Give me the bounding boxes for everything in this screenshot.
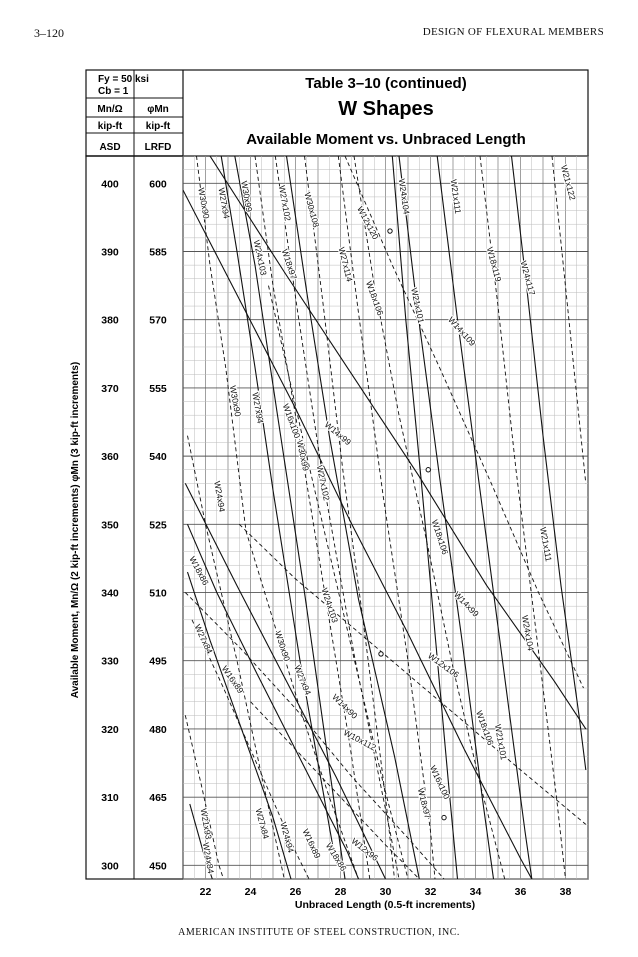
series-label: W30x90 (196, 186, 212, 220)
series-label: W16x89 (300, 827, 323, 860)
series-label: W10x112 (341, 727, 378, 753)
chart-frame (86, 156, 588, 879)
page-number: 3–120 (34, 26, 64, 40)
series-line-w16x100 (269, 286, 409, 879)
x-tick-label: 22 (199, 886, 212, 898)
lrfd-tick-label: 555 (149, 382, 167, 395)
series-label: W27x94 (216, 186, 232, 220)
series-line-w24x104 (392, 156, 457, 879)
series-label: W14x99 (452, 589, 481, 619)
series-label: W21x93 (198, 807, 214, 841)
lrfd-tick-label: 480 (149, 723, 167, 736)
series-label: W27x94 (292, 663, 314, 697)
series-label: W30x108 (302, 191, 322, 229)
page-footer: AMERICAN INSTITUTE OF STEEL CONSTRUCTION, INC. (178, 927, 460, 938)
lrfd-label: LRFD (144, 142, 172, 153)
series-label: W18x106 (363, 279, 386, 317)
asd-tick-label: 360 (101, 451, 119, 464)
series-label: W18x106 (474, 709, 496, 747)
y-axis-label: Available Moment, Mn/Ω (2 kip-ft increments) φMn (3 kip-ft increments) (70, 361, 81, 699)
units-asd: kip-ft (97, 121, 123, 132)
lrfd-tick-label: 525 (149, 519, 167, 532)
series-label: W24x104 (519, 614, 536, 652)
lrfd-tick-label: 510 (149, 587, 167, 600)
series-label: W30x90 (227, 384, 244, 418)
x-tick-label: 32 (424, 886, 437, 898)
series-label: W30x99 (239, 180, 255, 213)
asd-tick-label: 320 (101, 723, 119, 736)
curve-marker (388, 229, 392, 233)
curve-marker (442, 815, 446, 819)
lrfd-tick-label: 570 (149, 314, 167, 327)
asd-tick-label: 340 (101, 587, 119, 600)
x-tick-label: 34 (469, 886, 482, 898)
x-tick-label: 28 (334, 886, 347, 898)
series-label: W18x86 (323, 841, 349, 873)
lrfd-tick-label: 600 (149, 178, 167, 191)
series-line-w21x111 (437, 156, 532, 879)
table-title-line3: Available Moment vs. Unbraced Length (246, 131, 526, 148)
series-label: W18x119 (484, 245, 504, 283)
series-label: W27x114 (336, 246, 355, 283)
series-label: W21x111 (448, 178, 464, 215)
asd-tick-label: 390 (101, 246, 119, 259)
series-line-w21x101 (396, 156, 494, 879)
lrfd-tick-label: 540 (149, 451, 167, 464)
series-label: W21x101 (409, 286, 427, 325)
series-label: W21x122 (558, 163, 578, 202)
asd-tick-label: 330 (101, 655, 119, 668)
series-label: W24x94 (212, 480, 228, 513)
series-label: W18x86 (187, 554, 211, 587)
table-title-line1: Table 3–10 (continued) (305, 75, 467, 92)
series-label: W14x109 (446, 314, 478, 348)
curve-marker (379, 652, 383, 656)
series-line-w24x103 (255, 156, 370, 879)
series-label: W27x102 (314, 464, 332, 502)
series-label: W14x90 (330, 691, 360, 721)
asd-symbol: Mn/Ω (97, 104, 123, 115)
units-lrfd: kip-ft (145, 121, 171, 132)
series-label: W27x84 (253, 807, 272, 840)
asd-tick-label: 310 (101, 792, 119, 805)
x-tick-label: 30 (379, 886, 392, 898)
fy-label: Fy = 50 ksi (98, 74, 149, 85)
series-label: W27x94 (250, 391, 266, 425)
series-labels (187, 164, 578, 875)
series-line-w14x90 (185, 483, 385, 879)
asd-tick-label: 380 (101, 314, 119, 327)
series-label: W12x120 (355, 204, 381, 241)
lrfd-tick-label: 585 (149, 246, 167, 259)
lrfd-tick-label: 465 (149, 792, 167, 805)
series-label: W24x103 (251, 239, 269, 277)
series-label: W18x106 (429, 518, 451, 556)
series-label: W21x111 (538, 526, 554, 563)
asd-tick-label: 300 (101, 860, 119, 873)
series-label: W24x94 (278, 820, 297, 854)
series-label: W18x97 (415, 786, 434, 820)
x-tick-label: 38 (559, 886, 572, 898)
series-label: W12x96 (349, 835, 381, 863)
series-label: W16x89 (219, 663, 246, 696)
x-axis-label: Unbraced Length (0.5-ft increments) (294, 899, 476, 911)
x-tick-label: 24 (244, 886, 257, 898)
series-line-w27x94 (221, 156, 334, 852)
series-line-w27x114 (338, 156, 435, 879)
series-label: W24x103 (319, 586, 341, 624)
lrfd-tick-label: 495 (149, 655, 167, 668)
asd-tick-label: 400 (101, 178, 119, 191)
x-tick-label: 36 (514, 886, 527, 898)
series-label: W16x100 (280, 402, 303, 440)
curve-marker (426, 468, 430, 472)
running-head: DESIGN OF FLEXURAL MEMBERS (422, 26, 604, 38)
series-label: W24x84 (200, 841, 217, 875)
series-label: W14x99 (322, 419, 354, 448)
series-label: W30x90 (273, 629, 293, 663)
table-title-line2: W Shapes (338, 98, 434, 120)
series-label: W21x101 (492, 723, 509, 761)
asd-label: ASD (99, 142, 121, 153)
asd-tick-label: 350 (101, 519, 119, 532)
series-label: W16x100 (427, 763, 453, 801)
series-label: W24x104 (396, 178, 412, 215)
series-label: W18x97 (279, 247, 299, 281)
series-label: W12x106 (426, 650, 462, 680)
series-line-w24x117 (512, 156, 586, 770)
lrfd-tick-label: 450 (149, 860, 167, 873)
lrfd-symbol: φMn (147, 104, 169, 115)
x-tick-label: 26 (289, 886, 302, 898)
asd-tick-label: 370 (101, 382, 119, 395)
series-label: W27x84 (192, 622, 215, 656)
table-header (86, 70, 588, 879)
cb-label: Cb = 1 (98, 86, 129, 97)
series-label: W27x102 (276, 184, 293, 222)
series-label: W30x99 (294, 439, 312, 472)
series-label: W24x117 (518, 259, 538, 297)
